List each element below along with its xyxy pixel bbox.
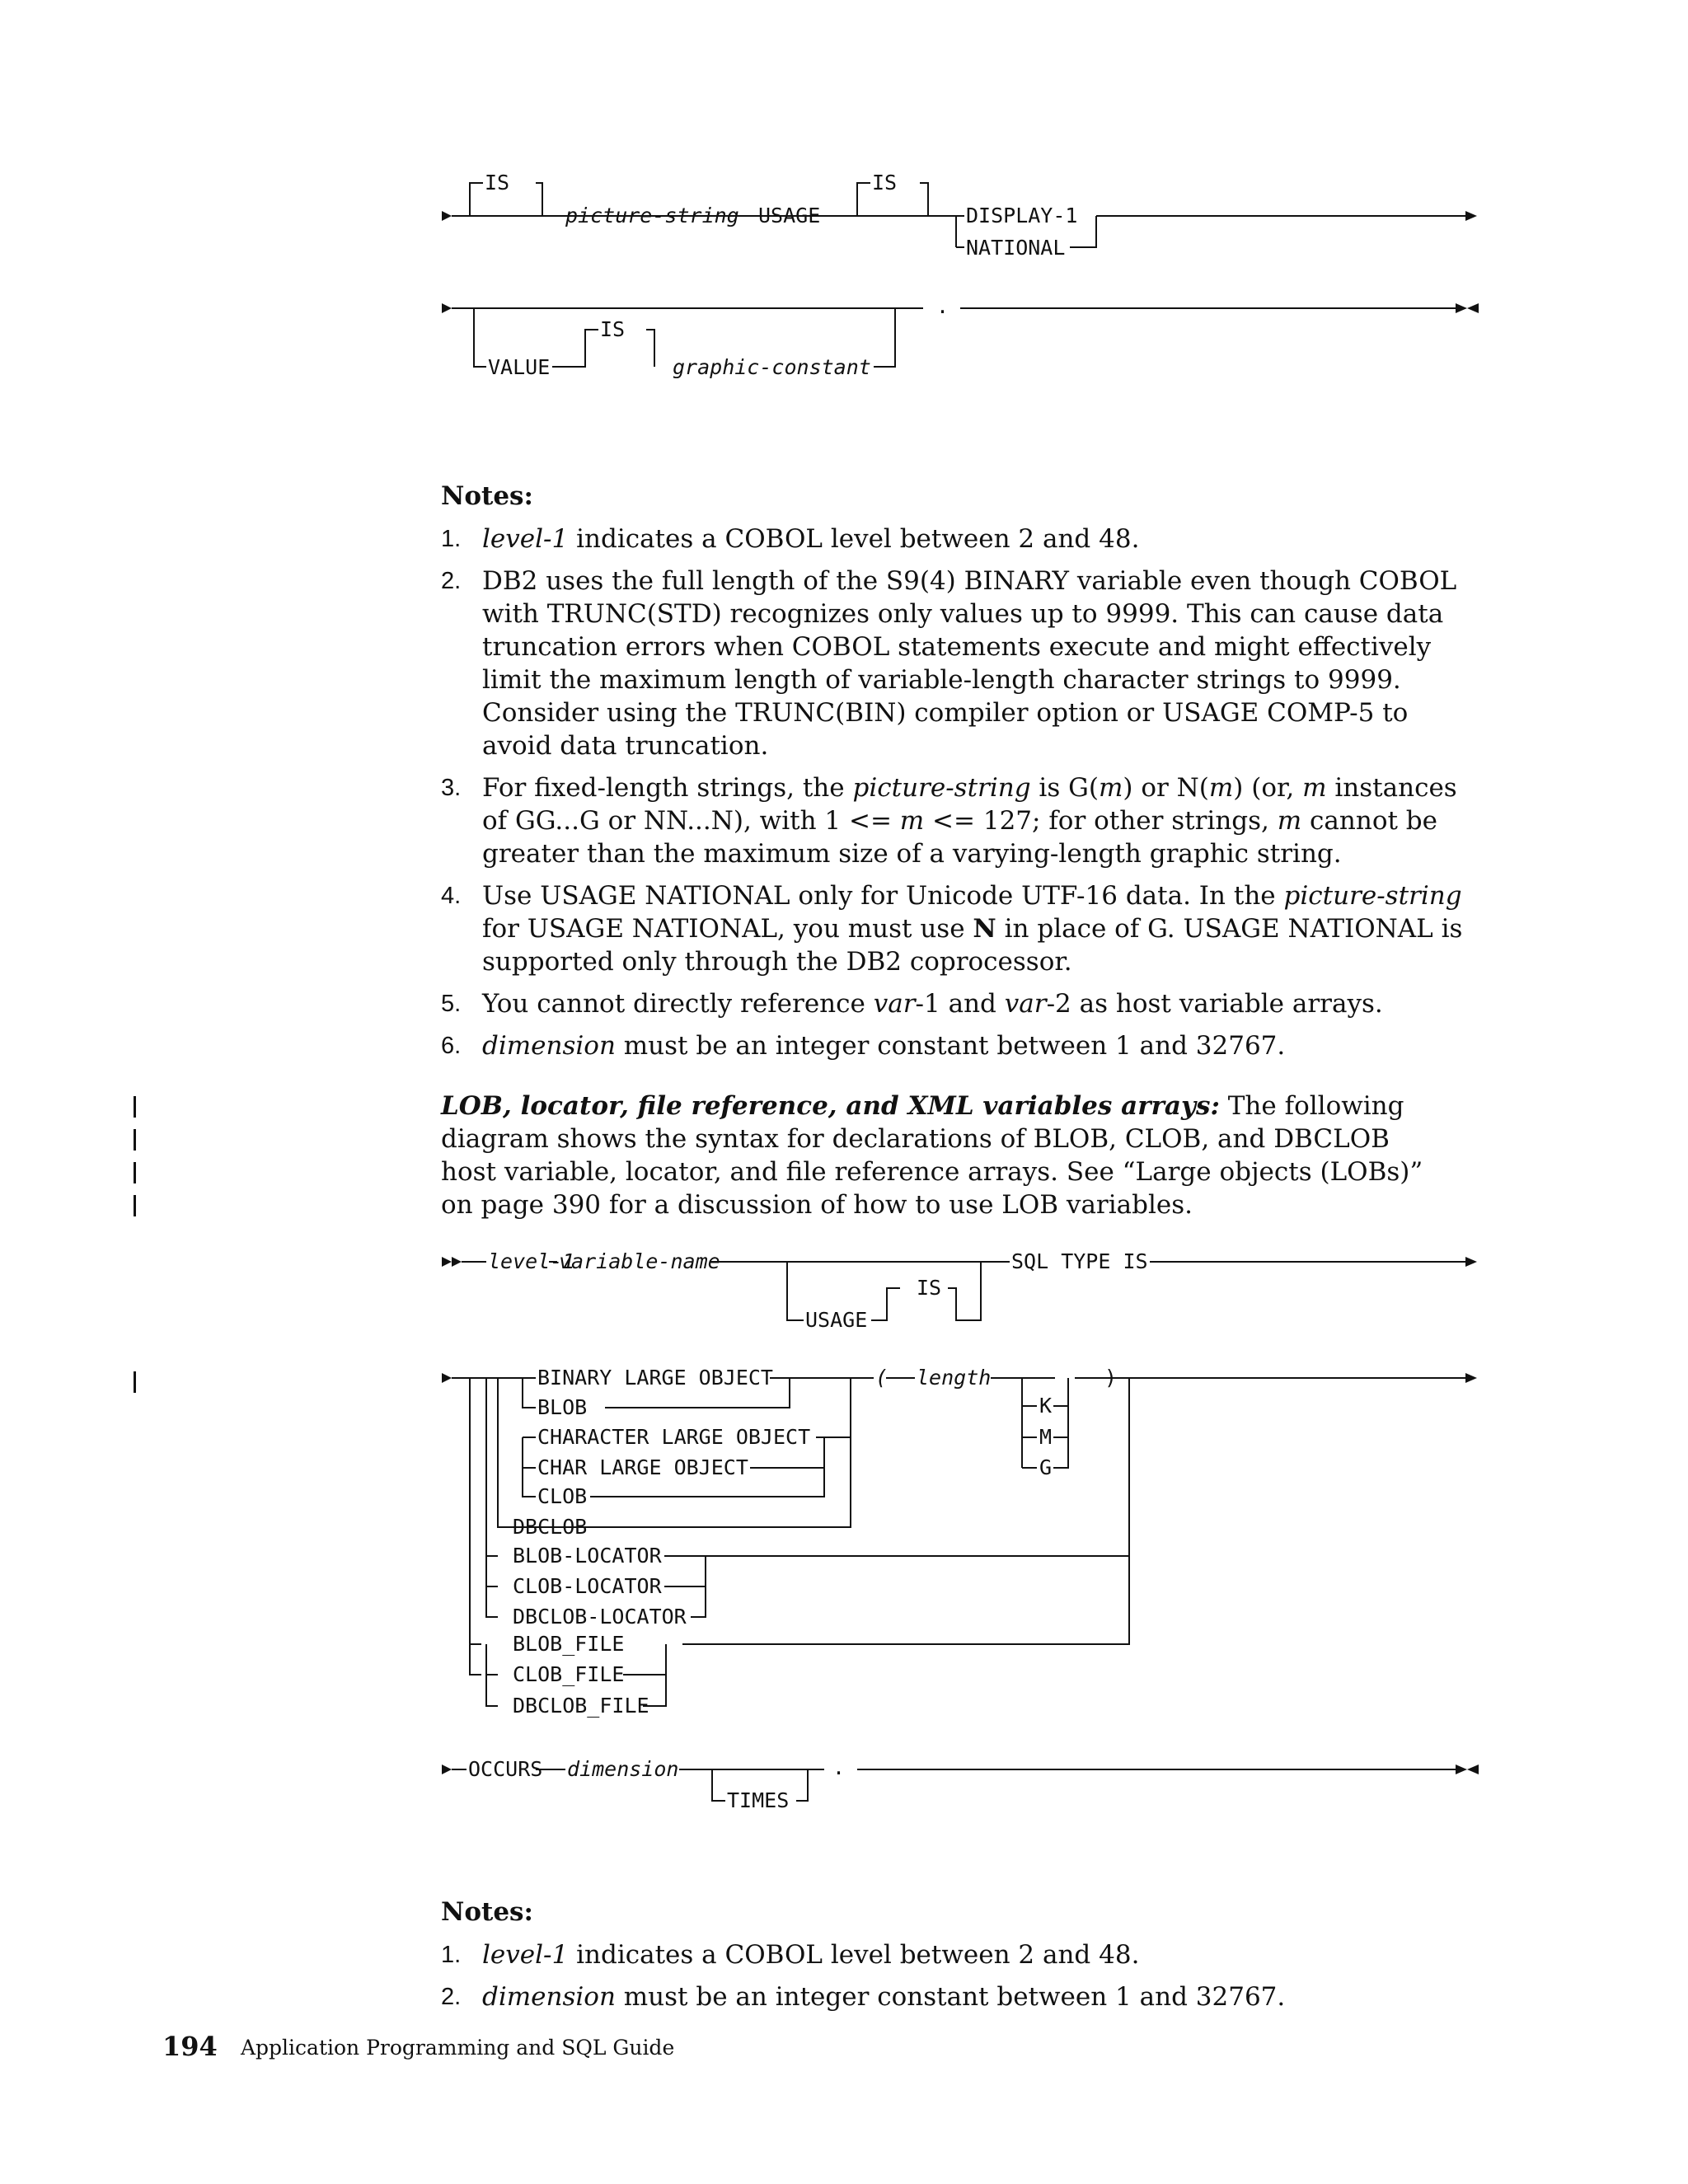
note-text [482,1940,1139,1970]
note-text [482,1982,1285,2012]
occurs-end-arrow [1456,1765,1467,1774]
blob-locator-keyword: BLOB-LOCATOR [513,1544,662,1568]
notes-2-title: Notes: [441,1897,533,1927]
usage-keyword: USAGE [805,1308,868,1332]
open-paren: ( [875,1366,889,1390]
page-number: 194 [162,2031,218,2062]
note-number: 5. [441,991,462,1017]
note-text-run: cannot be greater than the maximum size of a varying-length graphic string. [482,806,1437,869]
note-text-run: N [973,914,996,944]
m-suffix: M [1039,1425,1053,1449]
value-keyword: VALUE [488,355,551,379]
usage-keyword: USAGE [758,204,821,227]
level-1-term: level-1 [488,1249,575,1273]
note-text-run: m [1277,806,1302,836]
note-text-run: ) (or, [1233,773,1303,803]
note-text-run: dimension [482,1031,616,1061]
note-text-run: You cannot directly reference [482,989,874,1019]
note-text-run: level-1 [482,1940,569,1970]
note-text-run: in place of G. USAGE NATIONAL is supported only through the DB2 coprocessor. [482,914,1463,977]
is-label: IS [485,171,510,194]
occurs-keyword: OCCURS [468,1757,543,1781]
times-keyword: TIMES [727,1788,790,1812]
double-start-arrow [442,1257,452,1267]
occurs-period-terminator: . [832,1755,846,1779]
kmg-option-line [1022,1378,1068,1468]
notes-2-list [441,1938,1479,2022]
note-text-run: -2 as host variable arrays. [1046,989,1383,1019]
value-is-label: IS [600,317,626,341]
note-text-run: picture-string [852,773,1031,803]
blob-file-keyword: BLOB_FILE [513,1632,625,1656]
note-number: 3. [441,775,462,801]
sql-type-is-keyword: SQL TYPE IS [1011,1249,1148,1273]
g-suffix: G [1039,1455,1053,1479]
row-start-arrow [442,1373,452,1383]
note-text-run: m [1208,773,1234,803]
note-number: 6. [441,1033,462,1059]
notes-1-title: Notes: [441,481,533,511]
note-text-run: m [1098,773,1123,803]
note-text-run: m [1302,773,1327,803]
clob-keyword: CLOB [537,1484,588,1508]
dbclob-option-line [511,1437,851,1527]
dimension-term: dimension [567,1757,679,1781]
note-text-run: var [1004,989,1047,1019]
picture-string-term: picture-string [565,204,739,227]
note-item [441,1980,1479,2013]
lob-section-heading: LOB, locator, file reference, and XML variables arrays: [441,1091,1220,1121]
note-text-run: level-1 [482,524,569,554]
note-text-run: instances of GG...G or NN...N), with 1 <= [482,773,1457,836]
note-text-run: ) or N( [1123,773,1209,803]
note-text-run: For fixed-length strings, the [482,773,853,803]
k-suffix: K [1039,1394,1053,1418]
blob-keyword: BLOB [537,1395,588,1419]
note-text-run: is G( [1030,773,1099,803]
display1-keyword: DISPLAY-1 [966,204,1078,227]
usage-is-label: IS [872,171,898,194]
usage-is-label: IS [917,1276,942,1300]
note-text-run: must be an integer constant between 1 and 32767. [615,1982,1286,2012]
occurs-start-arrow [442,1765,452,1774]
note-number: 2. [441,568,462,594]
note-number: 4. [441,883,462,909]
dbclob-file-keyword: DBCLOB_FILE [513,1694,649,1718]
binary-large-object-keyword: BINARY LARGE OBJECT [537,1366,773,1390]
graphic-constant-term: graphic-constant [673,355,871,379]
note-text-run: for USAGE NATIONAL, you must use [482,914,973,944]
dbclob-keyword: DBCLOB [513,1515,588,1539]
length-term: length [917,1366,992,1390]
note-text-run: m [899,806,925,836]
note-number: 1. [441,1942,462,1968]
character-large-object-keyword: CHARACTER LARGE OBJECT [537,1425,811,1449]
close-paren: ) [1104,1366,1118,1390]
char-large-object-keyword: CHAR LARGE OBJECT [537,1455,748,1479]
clob-file-keyword: CLOB_FILE [513,1662,625,1686]
note-text-run: must be an integer constant between 1 and 32767. [615,1031,1286,1061]
dbclob-locator-keyword: DBCLOB-LOCATOR [513,1605,687,1629]
note-text-run: dimension [482,1982,616,2012]
variable-name-term: variable-name [559,1249,720,1273]
note-number: 2. [441,1984,462,2010]
note-text-run: <= 127; for other strings, [924,806,1278,836]
note-item [441,1938,1479,1971]
note-text-run: var [873,989,916,1019]
clob-locator-keyword: CLOB-LOCATOR [513,1574,662,1598]
note-text-run: indicates a COBOL level between 2 and 48. [568,1940,1140,1970]
lob-section-body: The following diagram shows the syntax for declarations of BLOB, CLOB, and DBCLOB host variable, locator, and file reference arrays. See “Large objects (LOBs)” on page 390 for a discussion of how to use LOB variables. [441,1091,1423,1220]
note-number: 1. [441,526,462,552]
period-terminator: . [936,294,950,318]
note-text-run: indicates a COBOL level between 2 and 48. [568,524,1140,554]
note-text-run: picture-string [1283,881,1462,911]
book-title: Application Programming and SQL Guide [241,2036,675,2060]
note-text-run: DB2 uses the full length of the S9(4) BINARY variable even though COBOL with TRUNC(STD) recognizes only values up to 9999. This can cause data truncation errors when COBOL statements execute and might effectively limit the maximum length of variable-length character strings to 9999. Consider using the TRUNC(BIN) compiler option or USAGE COMP-5 to avoid data truncation. [482,566,1457,761]
note-text-run: -1 and [915,989,1005,1019]
note-text-run: Use USAGE NATIONAL only for Unicode UTF-16 data. In the [482,881,1284,911]
national-keyword: NATIONAL [966,236,1066,260]
